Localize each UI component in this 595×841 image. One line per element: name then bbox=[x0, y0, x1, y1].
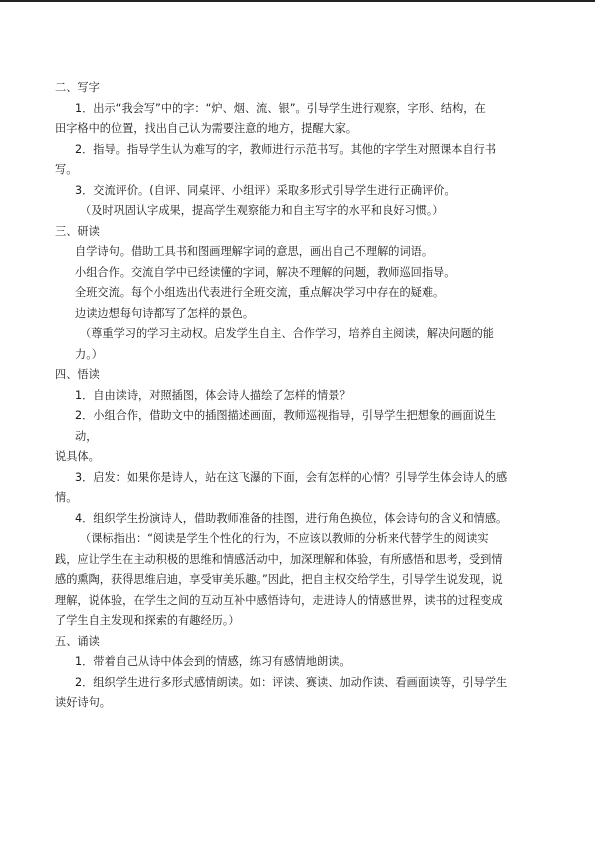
top-border-line bbox=[0, 0, 595, 2]
paragraph: 3．启发：如果你是诗人，站在这飞瀑的下面，会有怎样的心情？引导学生体会诗人的感 bbox=[75, 470, 508, 484]
paragraph: 2．指导。指导学生认为难写的字，教师进行示范书写。其他的字学生对照课本自行书 bbox=[75, 142, 497, 156]
paragraph: 自学诗句。借助工具书和图画理解字词的意思，画出自己不理解的词语。 bbox=[75, 245, 434, 258]
paragraph: 田字格中的位置，找出自己认为需要注意的地方，提醒大家。 bbox=[55, 122, 358, 135]
paragraph: 1．自由读诗，对照插图，体会诗人描绘了怎样的情景？ bbox=[75, 388, 351, 402]
section-heading-insight-reading: 四、悟读 bbox=[55, 368, 100, 381]
paragraph: 小组合作。交流自学中已经读懂的字词，解决不理解的问题，教师巡回指导。 bbox=[75, 265, 456, 279]
paragraph: 1．出示“我会写”中的字：“炉、烟、流、银”。引导学生进行观察，字形、结构，在 bbox=[75, 101, 486, 115]
paragraph-note: （及时巩固认字成果，提高学生观察能力和自主写字的水平和良好习惯。） bbox=[80, 204, 444, 217]
paragraph: 说具体。 bbox=[55, 450, 100, 463]
paragraph: 1．带着自己从诗中体会到的情感，练习有感情地朗读。 bbox=[75, 655, 351, 668]
paragraph: 全班交流。每个小组选出代表进行全班交流，重点解决学习中存在的疑难。 bbox=[75, 286, 445, 299]
document-body bbox=[55, 78, 545, 714]
paragraph-note: 感的熏陶，获得思维启迪，享受审美乐趣。”因此，把自主权交给学生，引导学生说发现，说 bbox=[55, 573, 503, 586]
paragraph-note: 力。） bbox=[75, 347, 103, 361]
paragraph-note: （尊重学习的学习主动权。启发学生自主、合作学习，培养自主阅读，解决问题的能 bbox=[80, 327, 494, 340]
paragraph: 2．组织学生进行多形式感情朗读。如：评读、赛读、加动作读、看画面读等，引导学生 bbox=[75, 675, 508, 689]
paragraph: 情。 bbox=[55, 491, 78, 504]
paragraph: 2．小组合作，借助文中的插图描述画面，教师巡视指导，引导学生把想象的画面说生 bbox=[75, 409, 497, 422]
paragraph: 写。 bbox=[55, 163, 78, 176]
paragraph: 读好诗句。 bbox=[55, 696, 111, 709]
paragraph: 4．组织学生扮演诗人，借助教师准备的挂图，进行角色换位，体会诗句的含义和情感。 bbox=[75, 511, 508, 525]
section-heading-writing: 二、写字 bbox=[55, 81, 100, 94]
paragraph: 边读边想每句诗都写了怎样的景色。 bbox=[75, 306, 255, 320]
section-heading-recitation: 五、诵读 bbox=[55, 634, 100, 648]
paragraph-note: 理解，说体验，在学生之间的互动互补中感悟诗句，走进诗人的情感世界，读书的过程变成 bbox=[55, 593, 503, 607]
section-heading-study-reading: 三、研读 bbox=[55, 224, 100, 238]
paragraph-note: （课标指出：“阅读是学生个性化的行为，不应该以教师的分析来代替学生的阅读实 bbox=[80, 532, 489, 545]
paragraph-note: 了学生自主发现和探索的有趣经历。） bbox=[55, 614, 240, 627]
paragraph-note: 践，应让学生在主动积极的思维和情感活动中，加深理解和体验，有所感悟和思考，受到情 bbox=[55, 552, 503, 566]
paragraph: 3．交流评价。(自评、同桌评、小组评）采取多形式引导学生进行正确评价。 bbox=[75, 183, 456, 197]
paragraph: 动， bbox=[75, 429, 98, 443]
